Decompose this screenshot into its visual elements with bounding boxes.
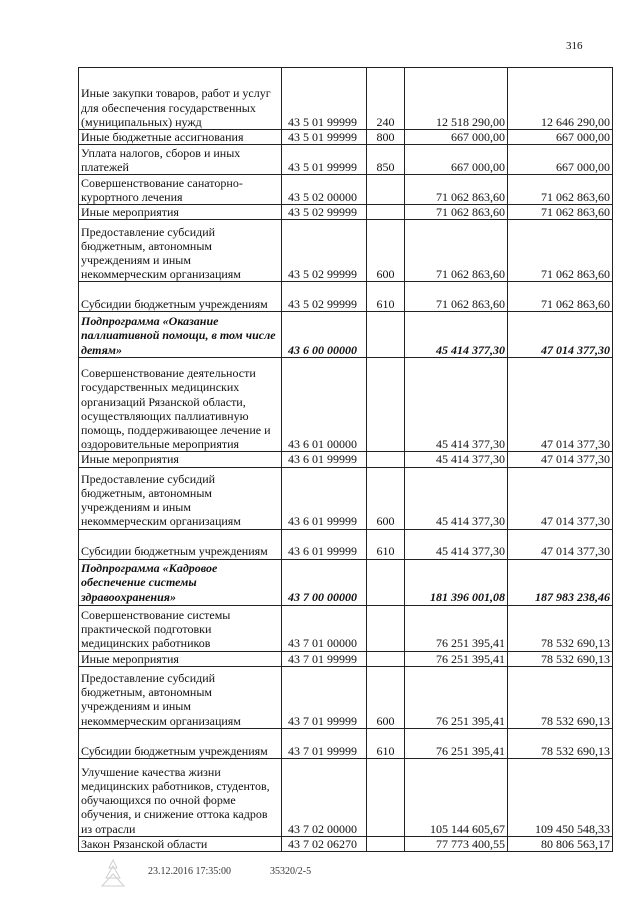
row-expense-type: 600 [367, 467, 405, 529]
row-sum-second: 71 062 863,60 [508, 282, 613, 312]
row-name: Улучшение качества жизни медицинских работников, студентов, обучающихся по очной форме обучения, и снижение оттока кадров из отрасли [79, 758, 282, 836]
faded-stamp [452, 856, 602, 882]
row-sum-second: 12 646 290,00 [508, 68, 613, 130]
row-name: Иные мероприятия [79, 651, 282, 666]
row-expense-type [367, 205, 405, 220]
row-expense-type [367, 452, 405, 467]
row-sum-second: 78 532 690,13 [508, 651, 613, 666]
row-sum-second: 109 450 548,33 [508, 758, 613, 836]
row-sum-first: 71 062 863,60 [405, 205, 508, 220]
row-sum-second: 80 806 563,17 [508, 836, 613, 851]
row-code: 43 5 01 99999 [282, 68, 367, 130]
emblem-logo [96, 858, 130, 888]
table-row [79, 220, 613, 282]
table-row [79, 175, 613, 205]
row-expense-type: 240 [367, 68, 405, 130]
row-sum-first: 76 251 395,41 [405, 605, 508, 651]
row-expense-type [367, 605, 405, 651]
row-sum-first: 71 062 863,60 [405, 175, 508, 205]
row-code: 43 7 01 99999 [282, 728, 367, 758]
row-sum-first: 45 414 377,30 [405, 467, 508, 529]
row-sum-second: 78 532 690,13 [508, 666, 613, 728]
row-expense-type: 850 [367, 145, 405, 175]
row-expense-type: 610 [367, 529, 405, 559]
row-name: Предоставление субсидий бюджетным, автономным учреждениям и иным некоммерческим организациям [79, 220, 282, 282]
row-code: 43 5 01 99999 [282, 145, 367, 175]
table-row [79, 605, 613, 651]
row-expense-type: 600 [367, 220, 405, 282]
row-code: 43 7 00 00000 [282, 559, 367, 605]
row-code: 43 6 01 99999 [282, 467, 367, 529]
table-row [79, 282, 613, 312]
row-code: 43 7 02 00000 [282, 758, 367, 836]
row-sum-first: 45 414 377,30 [405, 358, 508, 452]
row-expense-type [367, 559, 405, 605]
row-sum-first: 77 773 400,55 [405, 836, 508, 851]
row-name: Иные мероприятия [79, 205, 282, 220]
table-row [79, 651, 613, 666]
row-sum-second: 187 983 238,46 [508, 559, 613, 605]
row-sum-second: 47 014 377,30 [508, 312, 613, 358]
row-name: Субсидии бюджетным учреждениям [79, 282, 282, 312]
row-sum-second: 71 062 863,60 [508, 220, 613, 282]
row-sum-first: 71 062 863,60 [405, 220, 508, 282]
row-name: Иные бюджетные ассигнования [79, 130, 282, 145]
row-code: 43 5 01 99999 [282, 130, 367, 145]
row-sum-second: 667 000,00 [508, 130, 613, 145]
table-row [79, 145, 613, 175]
page-number: 316 [566, 40, 583, 52]
row-expense-type [367, 175, 405, 205]
row-sum-first: 45 414 377,30 [405, 529, 508, 559]
row-sum-first: 181 396 001,08 [405, 559, 508, 605]
table-row [79, 758, 613, 836]
row-name: Подпрограмма «Кадровое обеспечение системы здравоохранения» [79, 559, 282, 605]
table-row [79, 728, 613, 758]
row-code: 43 7 02 06270 [282, 836, 367, 851]
row-sum-first: 76 251 395,41 [405, 651, 508, 666]
footer-doc-number: 35320/2-5 [270, 866, 312, 877]
row-name: Предоставление субсидий бюджетным, автономным учреждениям и иным некоммерческим организациям [79, 666, 282, 728]
row-code: 43 5 02 99999 [282, 282, 367, 312]
row-name: Предоставление субсидий бюджетным, автономным учреждениям и иным некоммерческим организациям [79, 467, 282, 529]
row-code: 43 6 01 99999 [282, 529, 367, 559]
table-row [79, 452, 613, 467]
row-name: Уплата налогов, сборов и иных платежей [79, 145, 282, 175]
row-expense-type: 800 [367, 130, 405, 145]
row-sum-second: 47 014 377,30 [508, 358, 613, 452]
row-name: Иные мероприятия [79, 452, 282, 467]
row-code: 43 5 02 99999 [282, 205, 367, 220]
table-row [79, 529, 613, 559]
row-name: Субсидии бюджетным учреждениям [79, 728, 282, 758]
row-name: Иные закупки товаров, работ и услуг для обеспечения государственных (муниципальных) нужд [79, 68, 282, 130]
table-row [79, 130, 613, 145]
table-row [79, 68, 613, 130]
row-expense-type [367, 651, 405, 666]
row-sum-first: 45 414 377,30 [405, 312, 508, 358]
row-code: 43 6 01 99999 [282, 452, 367, 467]
row-code: 43 7 01 99999 [282, 651, 367, 666]
row-code: 43 7 01 99999 [282, 666, 367, 728]
row-expense-type: 610 [367, 728, 405, 758]
table-row [79, 559, 613, 605]
row-sum-second: 78 532 690,13 [508, 605, 613, 651]
row-expense-type [367, 758, 405, 836]
row-sum-first: 45 414 377,30 [405, 452, 508, 467]
row-code: 43 5 02 99999 [282, 220, 367, 282]
table-row [79, 312, 613, 358]
row-code: 43 5 02 00000 [282, 175, 367, 205]
row-sum-second: 71 062 863,60 [508, 175, 613, 205]
budget-table-body [79, 68, 613, 852]
row-name: Совершенствование деятельности государственных медицинских организаций Рязанской области, осуществляющих паллиативную помощь, поддерживающее лечение и оздоровительные мероприятия [79, 358, 282, 452]
row-expense-type: 610 [367, 282, 405, 312]
row-sum-first: 667 000,00 [405, 130, 508, 145]
table-row [79, 836, 613, 851]
row-name: Субсидии бюджетным учреждениям [79, 529, 282, 559]
row-sum-first: 105 144 605,67 [405, 758, 508, 836]
row-sum-second: 78 532 690,13 [508, 728, 613, 758]
row-expense-type [367, 358, 405, 452]
row-sum-first: 76 251 395,41 [405, 728, 508, 758]
row-sum-second: 47 014 377,30 [508, 467, 613, 529]
row-name: Закон Рязанской области [79, 836, 282, 851]
row-sum-first: 12 518 290,00 [405, 68, 508, 130]
budget-table [78, 67, 613, 852]
row-expense-type [367, 312, 405, 358]
row-code: 43 6 01 00000 [282, 358, 367, 452]
footer-datetime: 23.12.2016 17:35:00 [148, 866, 232, 877]
table-row [79, 467, 613, 529]
row-expense-type [367, 836, 405, 851]
row-expense-type: 600 [367, 666, 405, 728]
row-sum-second: 47 014 377,30 [508, 452, 613, 467]
row-sum-first: 71 062 863,60 [405, 282, 508, 312]
row-sum-first: 76 251 395,41 [405, 666, 508, 728]
table-row [79, 666, 613, 728]
row-sum-second: 667 000,00 [508, 145, 613, 175]
row-sum-second: 71 062 863,60 [508, 205, 613, 220]
row-sum-first: 667 000,00 [405, 145, 508, 175]
table-row [79, 358, 613, 452]
table-row [79, 205, 613, 220]
row-sum-second: 47 014 377,30 [508, 529, 613, 559]
row-code: 43 6 00 00000 [282, 312, 367, 358]
row-name: Совершенствование санаторно-курортного лечения [79, 175, 282, 205]
row-name: Подпрограмма «Оказание паллиативной помощи, в том числе детям» [79, 312, 282, 358]
row-code: 43 7 01 00000 [282, 605, 367, 651]
row-name: Совершенствование системы практической подготовки медицинских работников [79, 605, 282, 651]
